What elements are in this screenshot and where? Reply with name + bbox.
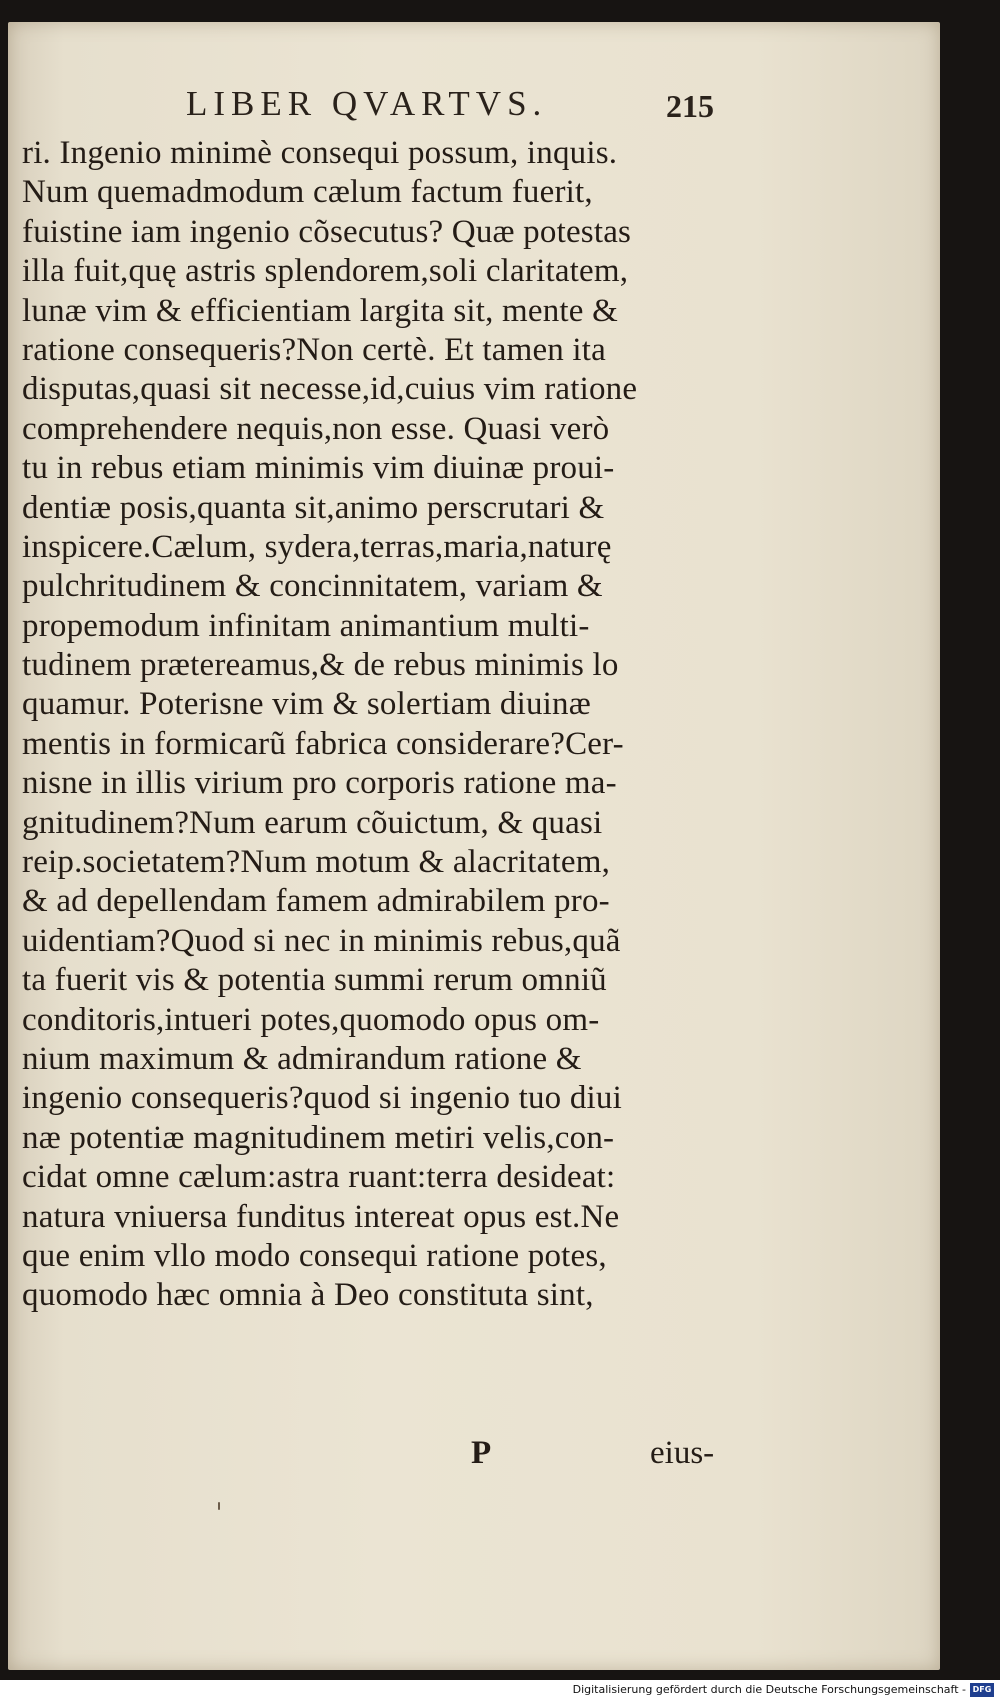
text-line: comprehendere nequis,non esse. Quasi verò [22,410,610,447]
text-line: disputas,quasi sit necesse,id,cuius vim ratione [22,371,638,408]
text-line: pulchritudinem & concinnitatem, variam & [22,568,603,605]
text-line: lunæ vim & efficientiam largita sit, mente & [22,292,618,329]
text-line: ingenio consequeris?quod si ingenio tuo diui [22,1080,622,1117]
body-text [22,134,742,1316]
text-line: næ potentiæ magnitudinem metiri velis,con- [22,1119,615,1156]
text-line: cidat omne cælum:astra ruant:terra desideat: [22,1159,616,1196]
text-line: que enim vllo modo consequi ratione potes, [22,1237,607,1274]
signature-mark: P [471,1435,492,1471]
page-header [8,84,940,134]
text-line: quamur. Poterisne vim & solertiam diuinæ [22,686,591,723]
text-line: ri. Ingenio minimè consequi possum, inquis. [22,135,618,171]
text-line: reip.societatem?Num motum & alacritatem, [22,844,611,881]
catchword: eius- [650,1435,715,1471]
text-line: uidentiam?Quod si nec in minimis rebus,quã [22,922,621,959]
digitization-footer [0,1680,1000,1701]
book-page [8,22,940,1670]
text-line: conditoris,intueri potes,quomodo opus om- [22,1001,600,1038]
dfg-logo-icon: DFG [970,1683,994,1697]
text-line: dentiæ posis,quanta sit,animo perscrutari & [22,489,605,526]
text-line: fuistine iam ingenio cõsecutus? Quæ potestas [22,213,632,250]
text-line: illa fuit,quę astris splendorem,soli claritatem, [22,253,629,290]
text-line: quomodo hæc omnia à Deo constituta sint, [22,1277,594,1314]
text-line: Num quemadmodum cælum factum fuerit, [22,174,593,211]
text-line: mentis in formicarũ fabrica considerare?Cer- [22,725,624,762]
text-line: tudinem prætereamus,& de rebus minimis lo [22,647,619,684]
text-line: & ad depellendam famem admirabilem pro- [22,883,610,920]
text-line: ta fuerit vis & potentia summi rerum omniũ [22,962,607,999]
digitization-credit: Digitalisierung gefördert durch die Deutsche Forschungsgemeinschaft - [572,1683,966,1696]
page-number: 215 [666,88,714,124]
text-line: propemodum infinitam animantium multi- [22,607,590,644]
paper-speck [218,1502,220,1510]
running-title: LIBER QVARTVS. [186,84,548,123]
text-line: ratione consequeris?Non certè. Et tamen ita [22,331,607,368]
page-footer-line [8,1435,940,1475]
text-line: nium maximum & admirandum ratione & [22,1040,582,1077]
text-line: inspicere.Cælum, sydera,terras,maria,naturę [22,528,612,565]
text-line: nisne in illis virium pro corporis ratione ma- [22,765,617,802]
text-line: tu in rebus etiam minimis vim diuinæ proui- [22,450,615,487]
text-line: gnitudinem?Num earum cõuictum, & quasi [22,804,603,841]
text-line: natura vniuersa funditus intereat opus est.Ne [22,1198,620,1235]
